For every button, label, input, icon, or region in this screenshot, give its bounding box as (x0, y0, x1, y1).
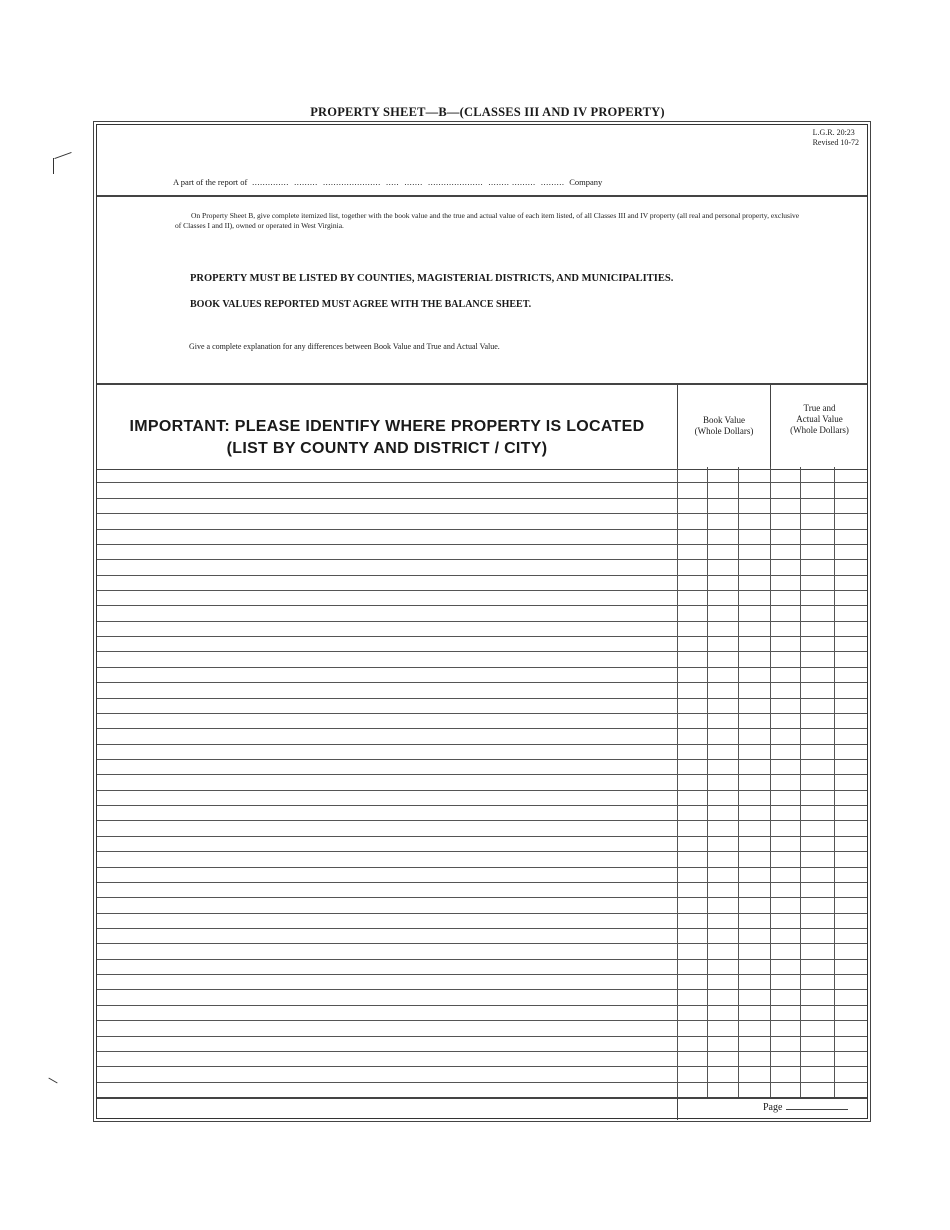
table-row[interactable] (97, 989, 867, 990)
table-row[interactable] (97, 774, 867, 775)
table-row[interactable] (97, 482, 867, 483)
notice-counties: PROPERTY MUST BE LISTED BY COUNTIES, MAGISTERIAL DISTRICTS, AND MUNICIPALITIES. (190, 273, 674, 284)
table-row[interactable] (97, 682, 867, 683)
table-row[interactable] (97, 928, 867, 929)
report-prefix: A part of the report of (173, 177, 248, 187)
table-row[interactable] (97, 667, 867, 668)
column-divider (770, 385, 771, 469)
table-row[interactable] (97, 1020, 867, 1021)
report-of-line (173, 177, 602, 187)
table-row[interactable] (97, 805, 867, 806)
scan-mark (53, 158, 54, 174)
table-row[interactable] (97, 744, 867, 745)
table-row[interactable] (97, 605, 867, 606)
explanation-note: Give a complete explanation for any differences between Book Value and True and Actual Value. (189, 342, 500, 351)
column-divider (677, 1099, 678, 1120)
scan-mark (48, 1078, 57, 1084)
column-line (677, 467, 678, 1097)
table-row[interactable] (97, 590, 867, 591)
instructions-paragraph: On Property Sheet B, give complete itemized list, together with the book value and the true and actual value of each item listed, of all Classes III and IV property (all real and personal property, exclusive of Classes I and II), owned or operated in West Virginia. (175, 211, 800, 230)
table-row[interactable] (97, 882, 867, 883)
true-value-label-1: True and (803, 403, 836, 413)
table-row[interactable] (97, 1066, 867, 1067)
table-row[interactable] (97, 790, 867, 791)
table-row[interactable] (97, 559, 867, 560)
table-row[interactable] (97, 943, 867, 944)
form-code-number: L.G.R. 20:23 (812, 128, 855, 137)
table-row[interactable] (97, 851, 867, 852)
page-number-field[interactable] (786, 1109, 848, 1110)
table-header (97, 383, 867, 470)
table-row[interactable] (97, 913, 867, 914)
true-value-header (772, 403, 867, 436)
table-row[interactable] (97, 759, 867, 760)
scan-mark (54, 152, 71, 159)
notice-balance-sheet: BOOK VALUES REPORTED MUST AGREE WITH THE BALANCE SHEET. (190, 299, 532, 310)
form-revised-date: Revised 10-72 (812, 138, 859, 147)
table-row[interactable] (97, 959, 867, 960)
page-number (763, 1102, 848, 1113)
page-label: Page (763, 1102, 783, 1113)
table-row[interactable] (97, 698, 867, 699)
book-value-header (679, 415, 769, 437)
true-value-unit: (Whole Dollars) (790, 425, 849, 435)
form-title: PROPERTY SHEET—B—(CLASSES III AND IV PROPERTY) (310, 105, 665, 119)
column-line (800, 467, 801, 1097)
table-row[interactable] (97, 544, 867, 545)
important-line-2: (LIST BY COUNTY AND DISTRICT / CITY) (226, 440, 548, 457)
table-row[interactable] (97, 1082, 867, 1083)
book-value-unit: (Whole Dollars) (694, 426, 754, 436)
table-row[interactable] (97, 728, 867, 729)
table-row[interactable] (97, 498, 867, 499)
table-row[interactable] (97, 836, 867, 837)
table-row[interactable] (97, 651, 867, 652)
important-notice (97, 416, 677, 460)
table-row[interactable] (97, 1036, 867, 1037)
book-value-label: Book Value (702, 415, 746, 425)
table-row[interactable] (97, 1051, 867, 1052)
column-line (834, 467, 835, 1097)
table-row[interactable] (97, 513, 867, 514)
table-row[interactable] (97, 897, 867, 898)
header-section (97, 125, 867, 197)
form-code (813, 128, 859, 148)
column-line (707, 467, 708, 1097)
important-line-1: IMPORTANT: PLEASE IDENTIFY WHERE PROPERTY IS LOCATED (129, 418, 645, 435)
form-frame (96, 124, 868, 1119)
table-row[interactable] (97, 867, 867, 868)
report-suffix: Company (569, 177, 603, 187)
form-footer (97, 1097, 867, 1120)
table-row[interactable] (97, 529, 867, 530)
property-entry-grid[interactable] (97, 467, 867, 1097)
table-row[interactable] (97, 575, 867, 576)
table-row[interactable] (97, 974, 867, 975)
company-name-field[interactable]: .............. ......... ...................... ..... ....... ..................... ........ ......... ......... (249, 177, 568, 187)
true-value-label-2: Actual Value (796, 414, 843, 424)
table-row[interactable] (97, 621, 867, 622)
column-divider (677, 385, 678, 469)
column-line (738, 467, 739, 1097)
table-row[interactable] (97, 713, 867, 714)
table-row[interactable] (97, 820, 867, 821)
table-row[interactable] (97, 1005, 867, 1006)
column-line (770, 467, 771, 1097)
table-row[interactable] (97, 636, 867, 637)
